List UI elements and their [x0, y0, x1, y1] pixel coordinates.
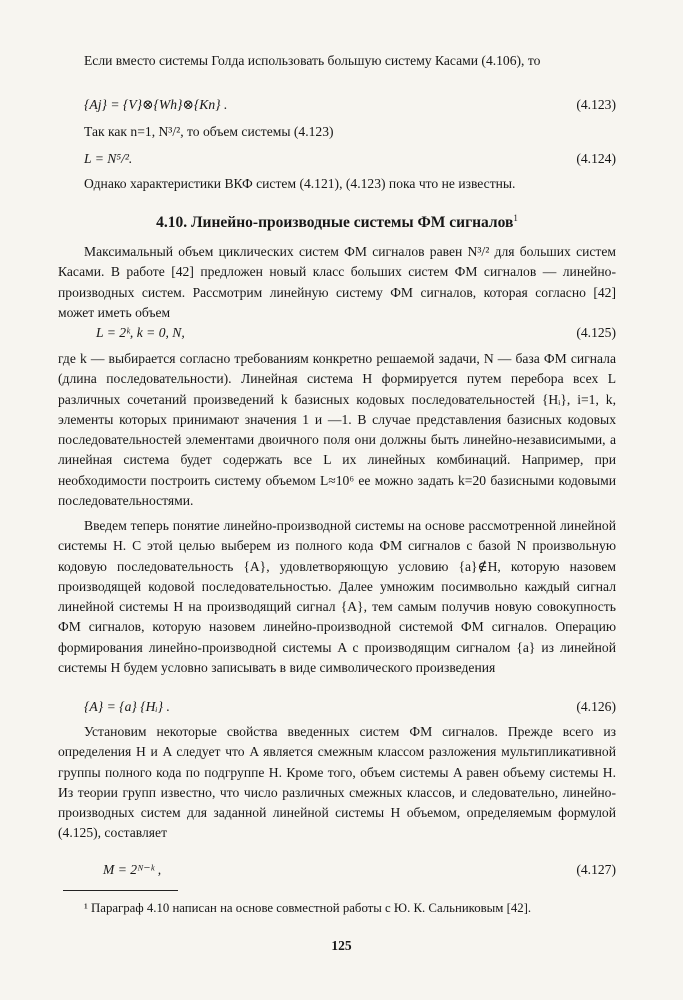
paragraph-max-volume: Максимальный объем циклических систем ФМ сигналов равен N³/² для больших систем Касами. В работе [42] предложен новый класс больших систем ФМ сигналов — линейно-производных систем. Рассмотрим линейную систему ФМ сигналов, которая согласно [42] может иметь объем — [58, 244, 616, 320]
equation-4-127 — [103, 860, 616, 880]
equation-4-124 — [84, 149, 616, 169]
equation-expression: {A} = {a} {Hᵢ} . — [84, 699, 170, 714]
equation-number: (4.124) — [576, 151, 616, 166]
section-heading — [58, 208, 616, 233]
equation-number: (4.125) — [576, 325, 616, 340]
equation-4-125 — [96, 323, 616, 343]
equation-expression: L = N⁵/². — [84, 151, 133, 166]
paragraph-system-size: Так как n=1, N³/², то объем системы (4.123) — [84, 124, 334, 139]
equation-number: (4.123) — [576, 97, 616, 112]
paragraph-linear-system: где k — выбирается согласно требованиям конкретно решаемой задачи, N — база ФМ сигнала (длина последовательности). Линейная система H формируется путем перебора всех L различных сочетаний произведений k базисных кодовых последовательностей {Hᵢ}, i=1, k, элементы которых принимают значения 1 и —1. В случае представления базисных кодовых последовательностей элементами двоичного поля они должны быть линейно-независимыми, а линейная система будет содержать все L их линейных комбинаций. Например, при необходимости построить систему объемом L≈10⁶ ее можно задать k=20 базисными кодовыми последовательностями. — [58, 351, 616, 509]
paragraph-vkf-note: Однако характеристики ВКФ систем (4.121), (4.123) пока что не известны. — [84, 176, 516, 191]
equation-expression: {Aj} = {V}⊗{Wh}⊗{Kn} . — [84, 97, 228, 112]
equation-4-126 — [84, 697, 616, 717]
section-heading-text: 4.10. Линейно-производные системы ФМ сигналов — [156, 214, 514, 232]
equation-number: (4.126) — [576, 699, 616, 714]
paragraph-intro: Если вместо системы Голда использовать большую систему Касами (4.106), то — [84, 53, 541, 68]
footnote: ¹ Параграф 4.10 написан на основе совместной работы с Ю. К. Сальниковым [42]. — [84, 901, 532, 915]
equation-4-123 — [84, 95, 616, 115]
equation-number: (4.127) — [576, 862, 616, 877]
equation-expression: M = 2ᴺ⁻ᵏ , — [103, 862, 162, 877]
paragraph-properties: Установим некоторые свойства введенных систем ФМ сигналов. Прежде всего из определения H и A следует что A является смежным классом разложения мультипликативной группы полного кода по подгруппе H. Кроме того, объем системы A равен объему системы H. Из теории групп известно, что число различных смежных классов, и следовательно, линейно-производных систем для заданной линейной системы H объемом, определяемым формулой (4.125), составляет — [58, 724, 616, 841]
paragraph-linear-derived-definition: Введем теперь понятие линейно-производной системы на основе рассмотренной линейной системы H. С этой целью выберем из полного кода ФМ сигналов с базой N произвольную кодовую последовательность {A}, удовлетворяющую условию {a}∉H, которую назовем производящей кодовой последовательностью. Далее умножим посимвольно каждый сигнал линейной системы H на производящий сигнал {A}, тем самым получив новую совокупность ФМ сигналов, которую назовем линейно-производной системой ФМ сигналов. Операцию формирования линейно-производной системы A с производящим сигналом {a} из линейной системы H будем условно записывать в виде символического произведения — [58, 518, 616, 676]
equation-expression: L = 2ᵏ, k = 0, N, — [96, 325, 185, 340]
footnote-divider — [63, 890, 178, 891]
footnote-marker: 1 — [513, 213, 518, 223]
page-number: 125 — [331, 938, 352, 953]
